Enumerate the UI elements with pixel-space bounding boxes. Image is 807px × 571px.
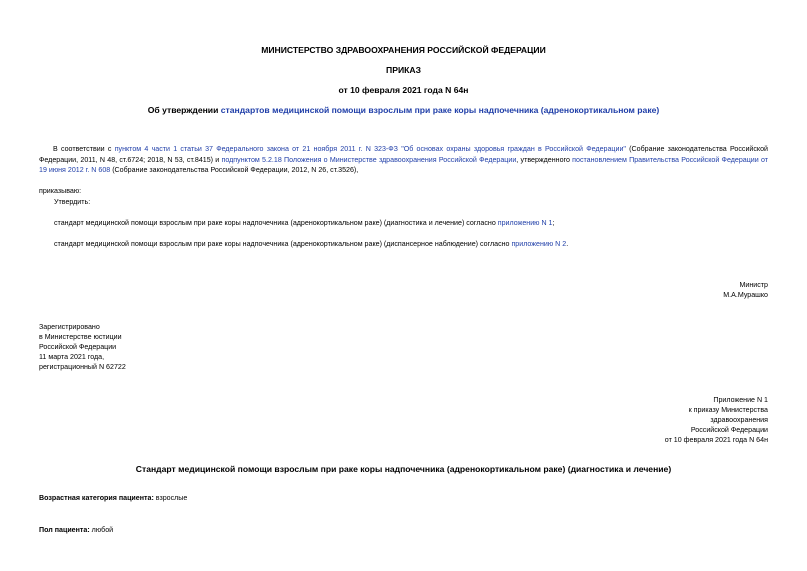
age-category-label: Возрастная категория пациента: bbox=[39, 494, 154, 502]
order-title bbox=[0, 105, 807, 116]
preamble-text-1: В соответствии с bbox=[53, 145, 115, 153]
annex-line-4: Российской Федерации bbox=[690, 426, 768, 434]
age-category-value: взрослые bbox=[153, 494, 188, 502]
order-date-number: от 10 февраля 2021 года N 64н bbox=[338, 85, 469, 95]
annex-line-3: здравоохранения bbox=[710, 416, 768, 424]
regulation-link[interactable]: подпунктом 5.2.18 Положения о Министерстве здравоохранения Российской Федерации bbox=[221, 155, 517, 164]
annex-line-2: к приказу Министерства bbox=[688, 406, 768, 414]
standard-item-1-text: стандарт медицинской помощи взрослым при раке коры надпочечника (адренокортикальном раке) (диагностика и лечение) согласно bbox=[54, 219, 498, 227]
age-category bbox=[39, 493, 187, 503]
patient-sex-value: любой bbox=[89, 526, 114, 534]
order-verb: приказываю: bbox=[39, 187, 82, 195]
annex-2-link[interactable]: приложению N 2 bbox=[511, 240, 567, 248]
preamble-paragraph bbox=[39, 144, 768, 176]
standard-item-1 bbox=[54, 218, 554, 228]
registration-line-3: Российской Федерации bbox=[39, 343, 117, 351]
signature-position: Министр bbox=[739, 281, 768, 289]
preamble-text-3: , утвержденного bbox=[516, 155, 573, 164]
ministry-heading: МИНИСТЕРСТВО ЗДРАВООХРАНЕНИЯ РОССИЙСКОЙ ФЕДЕРАЦИИ bbox=[261, 45, 546, 55]
approve-label: Утвердить: bbox=[54, 198, 91, 206]
preamble-text-4: (Собрание законодательства Российской Федерации, 2012, N 26, ст.3526), bbox=[110, 166, 359, 174]
patient-sex bbox=[39, 525, 113, 535]
government-decree-link[interactable]: постановлением Правительства Российской Федерации от 19 июня 2012 г. N 608 bbox=[39, 155, 769, 174]
standard-title: Стандарт медицинской помощи взрослым при раке коры надпочечника (адренокортикальном раке) (диагностика и лечение) bbox=[135, 464, 672, 474]
registration-line-4: 11 марта 2021 года, bbox=[39, 353, 105, 361]
signature-name: М.А.Мурашко bbox=[723, 291, 768, 299]
standard-item-2 bbox=[54, 239, 568, 249]
order-title-prefix: Об утверждении bbox=[147, 105, 221, 115]
patient-sex-label: Пол пациента: bbox=[39, 526, 90, 534]
registration-line-1: Зарегистрировано bbox=[39, 323, 100, 331]
annex-line-5: от 10 февраля 2021 года N 64н bbox=[664, 436, 768, 444]
annex-line-1: Приложение N 1 bbox=[713, 396, 768, 404]
preamble-text-2: (Собрание законодательства Российской Федерации, 2011, N 48, ст.6724; 2018, N 53, ст.8415) и bbox=[39, 145, 769, 164]
order-type-heading: ПРИКАЗ bbox=[386, 65, 421, 75]
registration-block bbox=[39, 322, 126, 372]
standard-item-2-end: . bbox=[566, 240, 569, 248]
standard-item-1-end: ; bbox=[552, 219, 555, 227]
federal-law-link[interactable]: пунктом 4 части 1 статьи 37 Федерального закона от 21 ноября 2011 г. N 323-ФЗ "Об основах охраны здоровья граждан в Российской Федерации" bbox=[114, 145, 626, 153]
standard-item-2-text: стандарт медицинской помощи взрослым при раке коры надпочечника (адренокортикальном раке) (диспансерное наблюдение) согласно bbox=[54, 240, 512, 248]
registration-line-5: регистрационный N 62722 bbox=[39, 363, 126, 371]
annex-block bbox=[665, 395, 768, 445]
annex-1-link[interactable]: приложению N 1 bbox=[497, 219, 553, 227]
registration-line-2: в Министерстве юстиции bbox=[39, 333, 122, 341]
order-title-link[interactable]: стандартов медицинской помощи взрослым при раке коры надпочечника (адренокортикальном раке) bbox=[220, 105, 660, 115]
